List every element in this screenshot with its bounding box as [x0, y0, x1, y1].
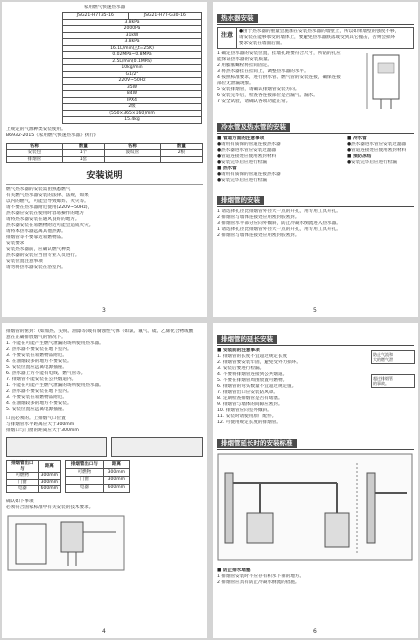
spec-row: 2.5L/min(0.1MPa) — [63, 58, 202, 65]
body-line: 4. 在油烟较多的地方不要安装。 — [6, 359, 72, 364]
body-line: 11. 安装时请使用原厂配件。 — [217, 414, 277, 419]
body-line: ●热水器进水管应安装过滤器 — [347, 142, 407, 147]
body-line: 6. 热水器上方不能有电线、燃气管等。 — [6, 371, 86, 376]
body-line: 排烟口与门窗的距离应大于300mm — [6, 428, 79, 433]
parts-cell — [104, 156, 160, 163]
table-cell: 300mm — [38, 479, 60, 486]
body-line: 燃气热水器的安装需由熟悉燃气 — [6, 187, 71, 192]
side-note-line: 防止气流和 — [373, 352, 393, 357]
body-line: 7. 排烟管不能安装在公共烟道内。 — [6, 377, 77, 382]
body-line: 1. 不能在可能产生燃气泄漏的场所使用热水器。 — [6, 341, 104, 346]
standard-line: 上规定的气源种类安装使用。 — [6, 126, 66, 132]
body-line: 1 确定热水器的安装位置，挂墙孔距要符合尺寸，所钻的孔应 — [217, 51, 341, 56]
body-line: 1 请选择孔径比排烟管外径大一点的开孔，用专用工具开孔。 — [217, 209, 341, 214]
section-heading: 排烟管的安装 — [217, 196, 264, 205]
body-line: 6. 排烟管的弯头数量不宜超过规定值。 — [217, 384, 297, 389]
body-line: 4. 不要将排烟管连接到公共烟道。 — [217, 372, 288, 377]
body-line: 5. 安装位置应远离电源插座。 — [6, 407, 67, 412]
body-line: 1. 排烟管的长度不宜超过规定长度 — [217, 354, 288, 359]
model-header: 家用燃气快速热水器 — [83, 5, 126, 10]
body-line: 5. 不要在排烟管周围放置可燃物。 — [217, 378, 288, 383]
body-line: 安装位置注意事项 — [6, 259, 43, 264]
note-line: 要求安装在墙面后面。 — [239, 41, 285, 46]
spec-row: 3.8kPa — [63, 39, 202, 46]
section-title: 安装说明 — [86, 171, 123, 181]
table-header: 排烟管出口与 — [7, 461, 39, 473]
table-cell: 可燃物 — [66, 468, 104, 476]
spec-row: 16.1L/min(△t=25K) — [63, 45, 202, 52]
parts-cell — [160, 156, 202, 163]
table-cell: 300mm — [103, 476, 129, 484]
section-heading: 冷水管及热水管的安装 — [217, 123, 290, 132]
body-line: ●管道连接处应使用密封材料 — [217, 154, 277, 159]
body-line: 3 将热水器挂在挂钩上，调整热水器的水平。 — [217, 69, 309, 74]
body-line: 能保证热水器的安装质量。 — [217, 57, 273, 62]
spec-row: 3.8kPa — [63, 19, 202, 26]
table-cell: 可燃物 — [7, 473, 39, 480]
body-line: 2 用膨胀螺栓将挂钩固定。 — [217, 63, 272, 68]
body-line: 2 排烟管与墙体连接处应用密封胶密封。 — [217, 233, 300, 238]
body-line: 热水器应安装在使用时容易操作的地方 — [6, 211, 85, 216]
note-line: ●由于热水器的重量会施加在安装热水器的墙壁上，所以如果墙壁的强度不够， — [239, 29, 400, 34]
subheading: ■ 管道方面的注意事项 — [217, 136, 265, 141]
figure-box — [111, 437, 203, 457]
subheading: ■ 冷水管 — [347, 136, 367, 141]
subheading: ■ 防止排水堵塞 — [217, 568, 251, 573]
page-number: 4 — [102, 628, 106, 635]
parts-cell: 安装包 — [7, 150, 63, 157]
body-line: 1. 不能在可能产生燃气泄漏的场所使用热水器。 — [6, 383, 104, 388]
spec-row: 2级 — [63, 104, 202, 111]
page-number: 3 — [102, 307, 106, 314]
spec-row: 84W — [63, 91, 202, 98]
body-line: 3. 安装后要进行检漏。 — [217, 366, 265, 371]
body-line: 请不要在热水器附近使用(220V~50Hz)， — [6, 205, 93, 210]
spec-row: 2000Pa — [63, 26, 202, 33]
manual-page-6 — [213, 323, 418, 638]
parts-cell: 排烟管 — [7, 156, 63, 163]
body-line: 部位无泄漏现象。 — [217, 81, 254, 86]
body-line: 热水器的安装应当由专业人员进行。 — [6, 253, 80, 258]
subheading: ■ 热水管 — [217, 166, 237, 171]
body-line: ●安装完毕后应进行检漏 — [217, 160, 267, 165]
section-heading: 排烟管的延长安装 — [217, 335, 277, 344]
table-cell: 电器 — [7, 486, 39, 493]
spec-row: (550×365×160)mm — [63, 110, 202, 117]
side-note-line: 的事故。 — [373, 381, 389, 386]
body-line: 7 安全试验，请确认各项功能正常。 — [217, 99, 291, 104]
body-line: 5. 安装位置应远离电源插座。 — [6, 365, 67, 370]
model-2: JSG21-H7T-G30-16 — [128, 13, 201, 20]
spec-row: 31kW — [63, 32, 202, 39]
body-line: 请勿将热水器安装在浴室内。 — [6, 265, 66, 270]
body-line: ●安装完毕后应进行检漏 — [217, 178, 267, 183]
table-cell: 600mm — [103, 484, 129, 492]
section-heading: 排烟管延长时的安装标准 — [217, 439, 297, 448]
parts-cell: 1套 — [62, 156, 104, 163]
table-cell: 300mm — [38, 473, 60, 480]
body-line: 意在正确排放烟气的情况下。 — [6, 335, 66, 340]
body-line: 2. 排烟管要安装牢固，避免受外力损坏。 — [217, 360, 301, 365]
table-cell: 600mm — [38, 486, 60, 493]
distance-table — [65, 460, 130, 493]
page-number: 6 — [313, 628, 317, 635]
installation-diagram-icon — [6, 514, 126, 572]
heater-diagram-icon — [363, 51, 411, 111]
manual-page-4 — [2, 323, 207, 638]
body-line: 3 排烟管水平部分应向外倾斜，防止冷凝水倒流进入热水器。 — [217, 221, 341, 226]
notice-line: 确认如下事项 — [6, 498, 34, 504]
subheading: ■ 安装前的注意事项 — [217, 348, 260, 353]
parts-table — [6, 143, 203, 164]
body-line: 9. 排烟管与墙体的间隙应密封。 — [217, 402, 283, 407]
page-number: 5 — [313, 307, 317, 314]
subheading: ■ 预防冻结 — [347, 154, 372, 159]
body-line: ●安装完毕后应进行检漏 — [347, 160, 397, 165]
body-line: ●管道连接处应使用密封材料 — [347, 148, 407, 153]
parts-header: 数量 — [62, 143, 104, 150]
body-line: 请将本热水器远离其他热源。 — [6, 229, 66, 234]
distance-table — [6, 460, 61, 493]
body-line: 安装热水器前，应确认燃气种类 — [6, 247, 71, 252]
flue-extension-diagram-icon — [217, 453, 413, 561]
parts-cell: 2根 — [160, 150, 202, 157]
notice-line: 必须符合国家标准中有关安装的技术要求。 — [6, 504, 94, 510]
table-cell: 300mm — [103, 468, 129, 476]
body-line: 以内的燃气，可能会导致爆炸、火灾等。 — [6, 199, 89, 204]
table-header: 排烟管出口与 — [66, 461, 104, 469]
note-label: 注意 — [218, 28, 237, 48]
body-line: 12. 可使用规定长度的排烟管。 — [217, 420, 281, 425]
body-line: 安装要求 — [6, 241, 25, 246]
spec-table — [62, 12, 202, 124]
spec-row: 220V~50Hz — [63, 78, 202, 85]
parts-header: 名称 — [104, 143, 160, 150]
body-line: 口直必须的。上排烟气口位置 — [6, 416, 66, 421]
body-line: 1 排烟管安装时不应存有积水下垂的地方。 — [217, 574, 305, 579]
body-line: 热水器安装在易燃物附近可能会造成火灾。 — [6, 223, 94, 228]
figure-box — [6, 437, 107, 457]
side-note-box — [371, 350, 415, 364]
body-line: ●热水器进水管应安装过滤器 — [217, 148, 277, 153]
table-header: 距离 — [38, 461, 60, 473]
side-note-line: 超过排烟管 — [373, 376, 393, 381]
body-line: 6 安装完毕后，检查各连接部位是否漏气、漏水。 — [217, 93, 318, 98]
body-line: ●请用有质保的管道连接热水器 — [217, 172, 281, 177]
model-1: JSG21-H7T35-16 — [63, 13, 129, 20]
body-line: 2. 热水器不要安装在地下室内。 — [6, 389, 72, 394]
section-heading: 热水器安装 — [217, 14, 258, 23]
body-line: 排烟管的密封：(如加热、尖锐、油漆等)或有腐蚀性气体（如氯、氟气、硫、乙烯化合物或酸 — [6, 329, 194, 334]
spec-row: IPX4 — [63, 97, 202, 104]
body-line: 请将热水器安装在通风良好的地方。 — [6, 217, 80, 222]
spec-row: 35W — [63, 84, 202, 91]
note-line: 请安装在能够承受的墙体上，要避免热水器跌落或受到其它撞击，否则会损坏 — [239, 35, 396, 40]
manual-page-5 — [213, 2, 418, 317]
note-box — [217, 27, 414, 49]
body-line: 2. 热水器不要安装在地下室内。 — [6, 347, 72, 352]
spec-row: 10kg/min — [63, 65, 202, 72]
body-line: 2 排烟管与墙体连接处应用密封胶密封。 — [217, 215, 300, 220]
body-line: 5 安装排烟管，请确认排烟管安装方向。 — [217, 87, 300, 92]
body-line: 3. 不要安装在易燃物品附近。 — [6, 353, 67, 358]
spec-row: G1/2" — [63, 71, 202, 78]
manual-page-3 — [2, 2, 207, 317]
parts-cell: 波纹管 — [104, 150, 160, 157]
table-header: 距离 — [103, 461, 129, 469]
body-line: 与排烟管水平距离应大于300mm — [6, 422, 75, 427]
spec-row: 15.4kg — [63, 117, 202, 124]
table-cell: 门窗 — [66, 476, 104, 484]
spec-row: 0.02MPa~0.8MPa — [63, 52, 202, 59]
body-line: 1 请选择孔径比排烟管外径大一点的开孔，用专用工具开孔。 — [217, 227, 341, 232]
parts-header: 名称 — [7, 143, 63, 150]
body-line: 8. 定期检查排烟管是否有堵塞。 — [217, 396, 283, 401]
body-line: 10. 排烟管应向室外倾斜。 — [217, 408, 272, 413]
body-line: 2 排烟管应具有防止冷凝水倒流的措施。 — [217, 580, 300, 585]
side-note-box — [371, 374, 415, 388]
parts-cell: 1个 — [62, 150, 104, 157]
table-cell: 电器 — [66, 484, 104, 492]
body-line: 4. 在油烟较多的地方不要安装。 — [6, 401, 72, 406]
body-line: 4 按照标准要求，进行供水管、燃气管的安装连接，确保连接 — [217, 75, 341, 80]
parts-header: 数量 — [160, 143, 202, 150]
body-line: 3. 不要安装在易燃物品附近。 — [6, 395, 67, 400]
standard-line: B6932-2015《家用燃气快速热水器》执行) — [6, 132, 96, 138]
table-cell: 门窗 — [7, 479, 39, 486]
body-line: ●请用有质保的管道连接热水器 — [217, 142, 281, 147]
side-note-line: 大的燃气泄 — [373, 357, 393, 362]
body-line: 7. 排烟管出口应安装防风罩。 — [217, 390, 278, 395]
body-line: 排烟管等不要靠近易燃物品。 — [6, 235, 66, 240]
body-line: 有关燃气热水器安装的法律、法规，如果 — [6, 193, 89, 198]
